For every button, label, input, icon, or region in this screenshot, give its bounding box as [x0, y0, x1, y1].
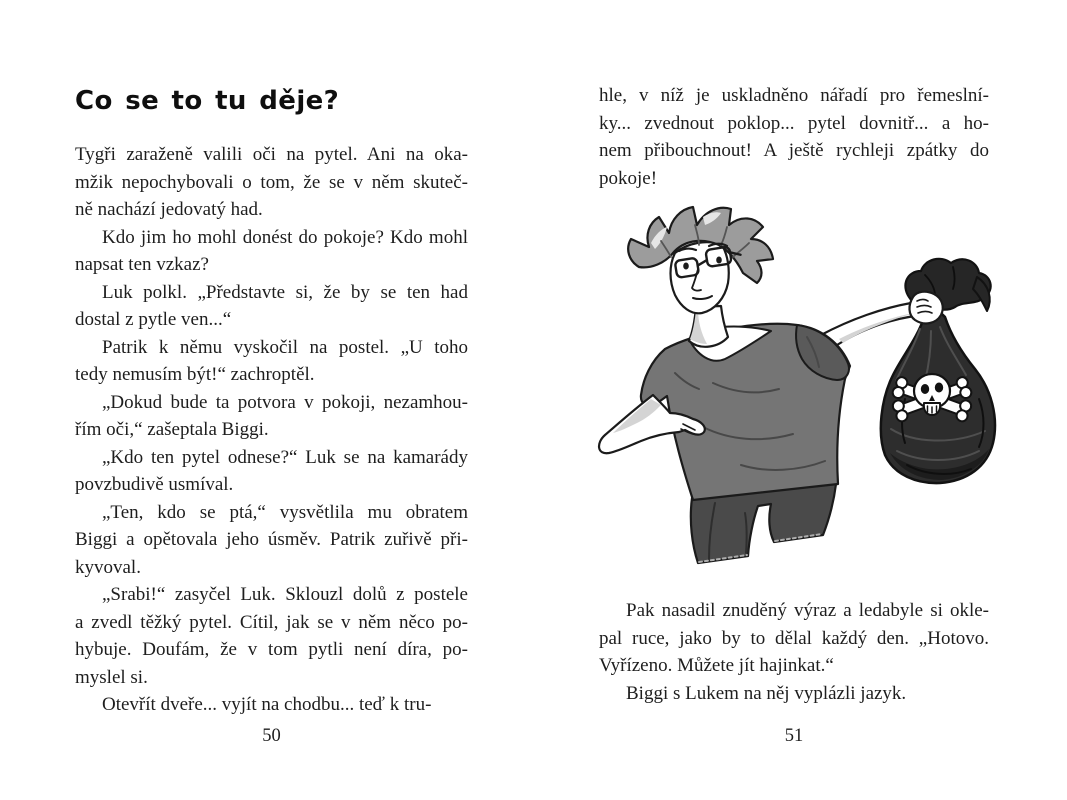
text-line: Pak nasadil znuděný výraz a ledabyle si okle-	[626, 600, 989, 621]
text-line: „Dokud bude ta potvora v pokoji, nezamhou-	[102, 391, 468, 413]
text-line: myslel si.	[75, 666, 148, 688]
left-page-body	[75, 141, 468, 719]
torso-shirt	[641, 324, 850, 500]
text-line: tedy nemusím být!“ zachroptěl.	[75, 364, 315, 385]
paragraph	[75, 499, 468, 582]
text-line: Biggi a opětovala jeho úsměv. Patrik zuřivě při-	[75, 529, 468, 550]
text-line: Luk polkl. „Představte si, že by se ten had	[102, 281, 468, 303]
text-line: povzbudivě usmíval.	[75, 474, 234, 495]
paragraph	[75, 141, 468, 224]
text-line: hybuje. Doufám, že v tom pytli není díra, po-	[75, 639, 468, 660]
text-line: dostal z pytle ven...“	[75, 309, 232, 330]
text-line: „Srabi!“ zasyčel Luk. Sklouzl dolů z postele	[102, 584, 468, 605]
text-line: mžik nepochybovali o tom, že se v něm skuteč-	[75, 171, 468, 193]
paragraph	[599, 680, 989, 708]
text-line: Biggi s Lukem na něj vyplázli jazyk.	[626, 682, 907, 704]
text-line: kyvoval.	[75, 556, 141, 578]
text-line: ky... zvednout poklop... pytel dovnitř... a ho-	[599, 112, 989, 134]
right-page-body-top	[599, 82, 989, 192]
text-line: napsat ten vzkaz?	[75, 254, 209, 275]
text-line: Tygři zaraženě valili oči na pytel. Ani na oka-	[75, 144, 468, 165]
chapter-heading: Co se to tu děje?	[75, 86, 340, 116]
text-line: „Kdo ten pytel odnese?“ Luk se na kamarády	[102, 446, 468, 468]
paragraph	[75, 334, 468, 389]
paragraph	[599, 82, 989, 192]
paragraph	[75, 581, 468, 691]
text-line: pal ruce, jako by to dělal každý den. „Hotovo.	[599, 627, 989, 649]
fist	[909, 292, 942, 324]
text-line: Otevřít dveře... vyjít na chodbu... teď k tru-	[102, 694, 432, 715]
text-line: a zvedl těžký pytel. Cítil, jak se v něm něco po-	[75, 611, 468, 633]
text-line: ně nachází jedovatý had.	[75, 199, 263, 220]
paragraph	[75, 691, 468, 719]
paragraph	[75, 279, 468, 334]
page-number-right: 51	[784, 726, 804, 746]
text-line: Vyřízeno. Můžete jít hajinkat.“	[599, 655, 834, 676]
paragraph	[75, 224, 468, 279]
text-line: nem přibouchnout! A ještě rychleji zpátky do	[599, 140, 989, 161]
text-line: Patrik k němu vyskočil na postel. „U toho	[102, 336, 468, 358]
text-line: řím oči,“ zašeptala Biggi.	[75, 419, 269, 440]
text-line: pokoje!	[599, 167, 658, 189]
illustration-boy-with-skull-sack	[595, 203, 1020, 595]
right-page-body-bottom	[599, 597, 989, 707]
paragraph	[599, 597, 989, 680]
sack	[881, 259, 995, 483]
text-line: hle, v níž je uskladněno nářadí pro řemeslní-	[599, 85, 989, 106]
text-line: Kdo jim ho mohl donést do pokoje? Kdo mohl	[102, 226, 468, 248]
paragraph	[75, 444, 468, 499]
page-number-left: 50	[262, 726, 281, 746]
paragraph	[75, 389, 468, 444]
text-line: „Ten, kdo se ptá,“ vysvětlila mu obratem	[102, 501, 468, 523]
